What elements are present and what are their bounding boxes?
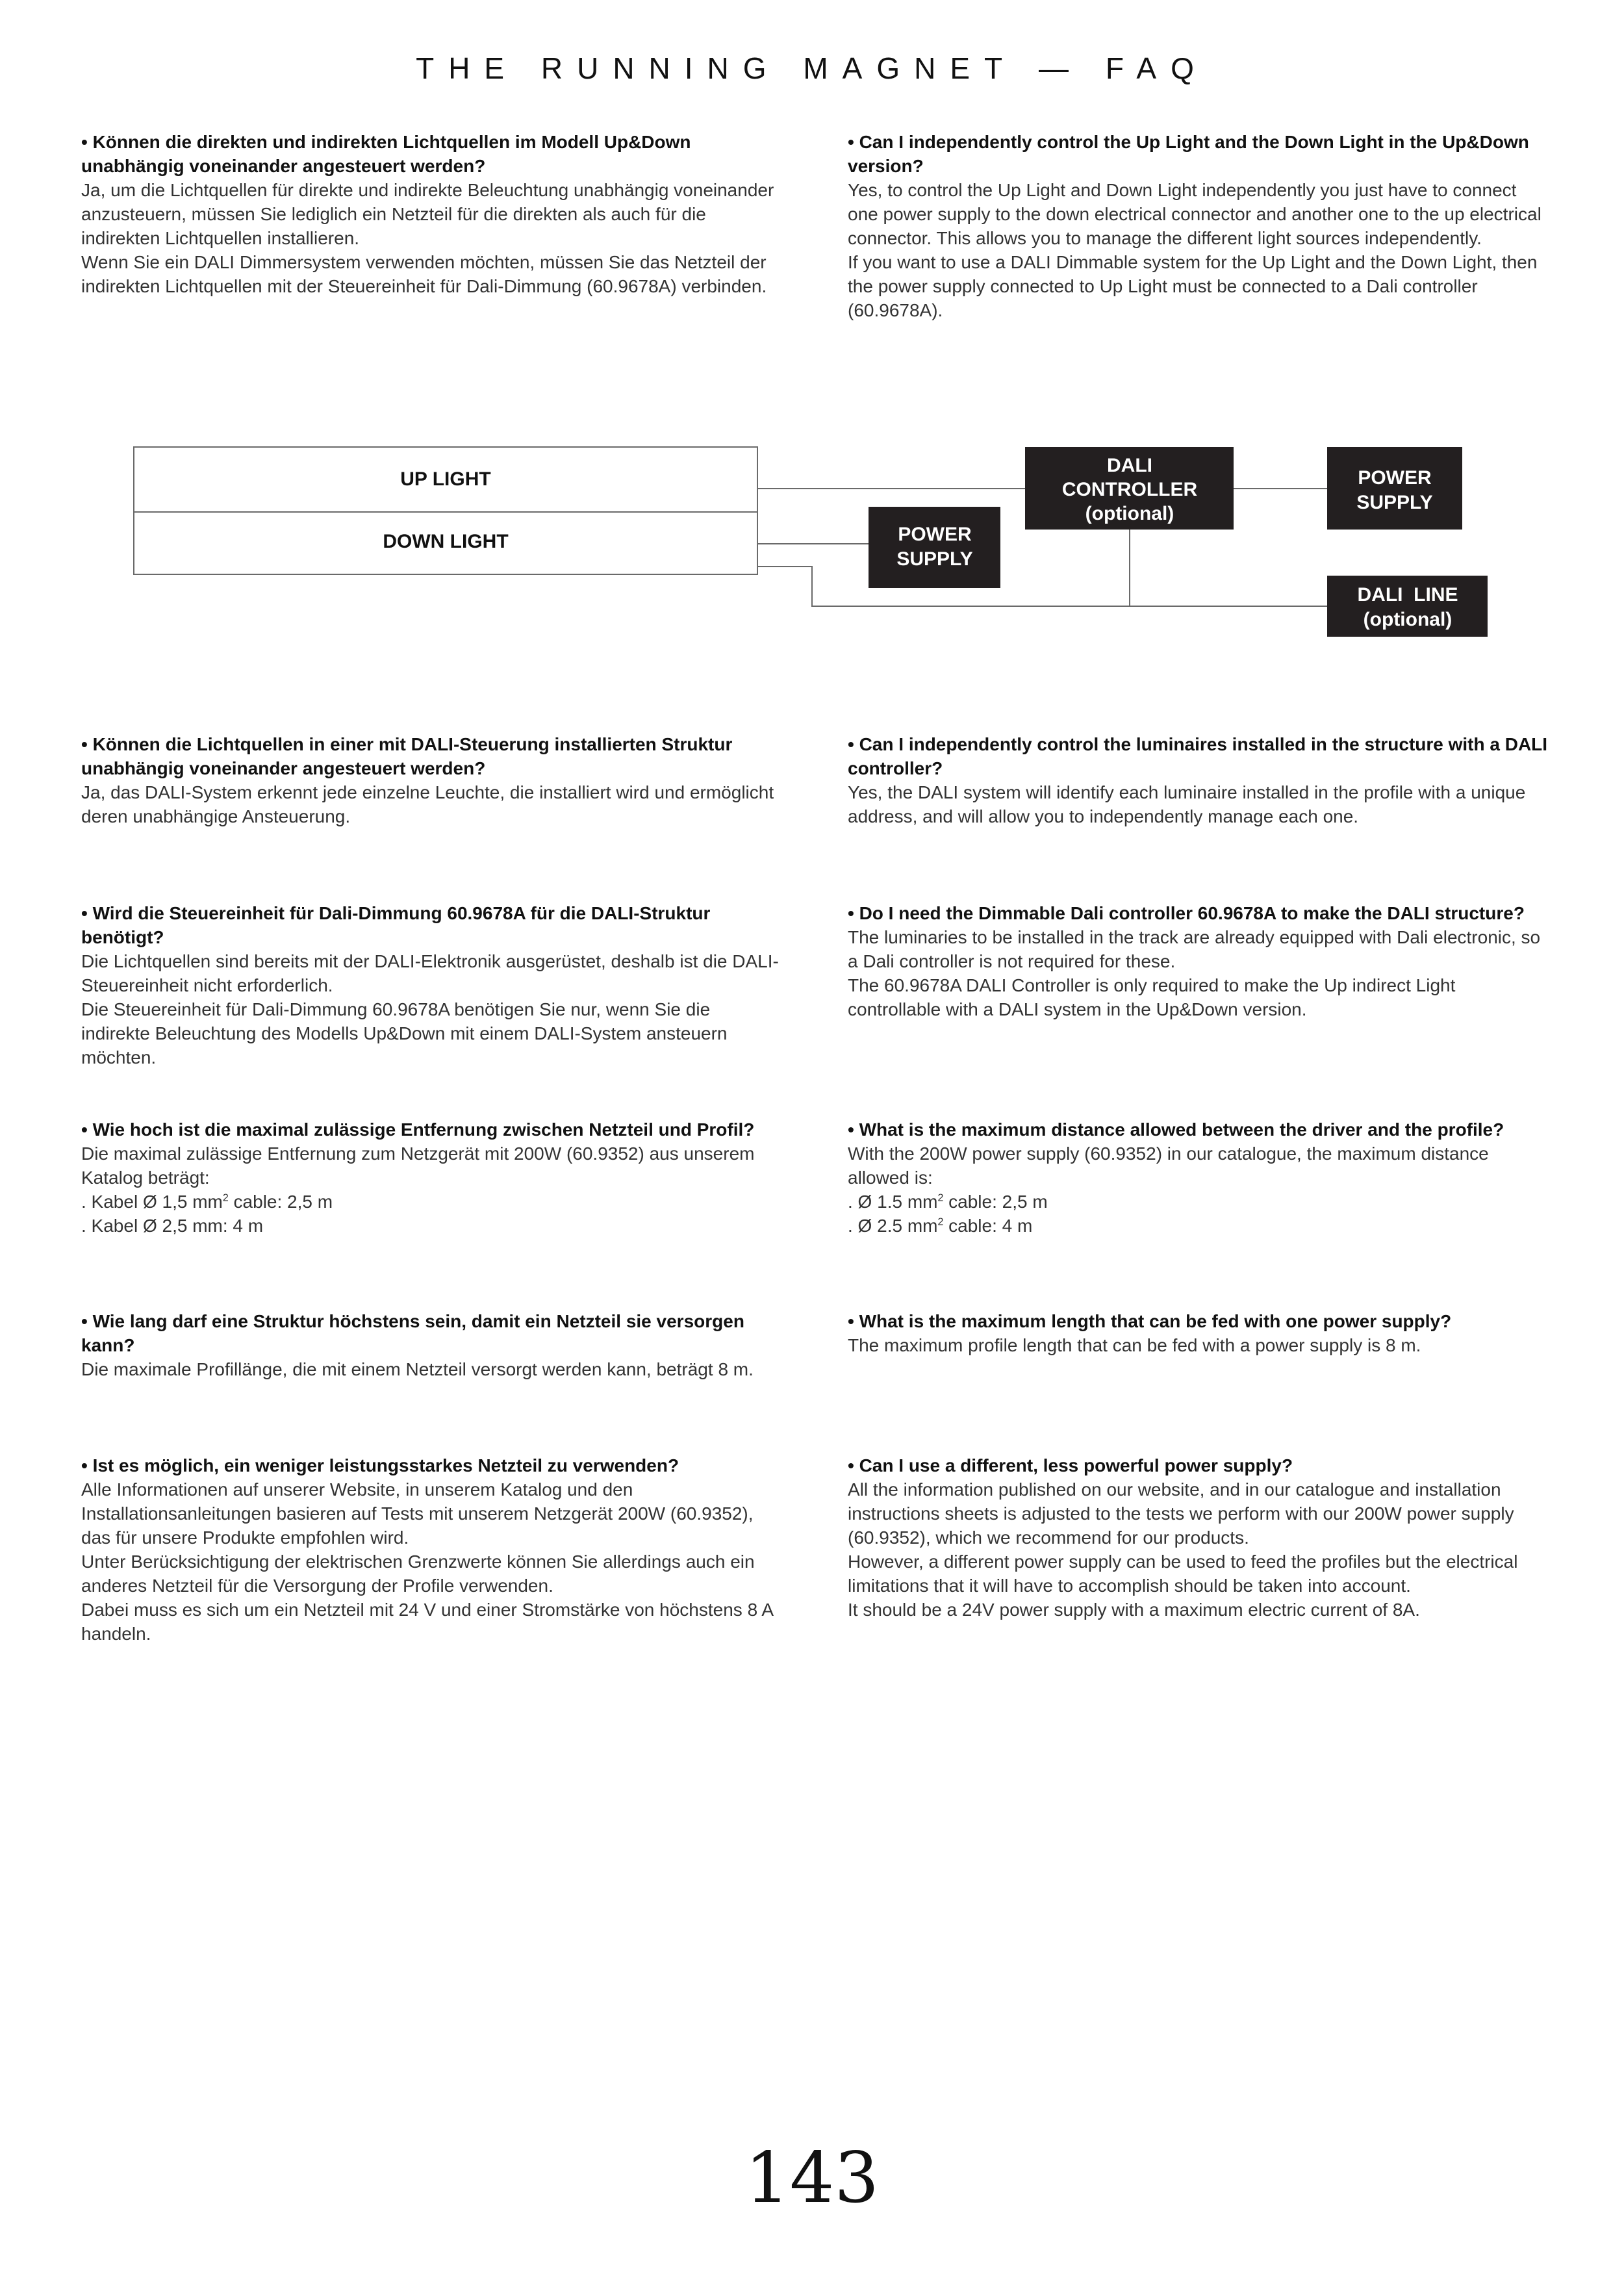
line-to-dali-line (758, 567, 1327, 606)
dali-line-label: (optional) (1363, 609, 1453, 630)
answer-paragraph: All the information published on our website, and in our catalogue and installation instructions sheets is adjusted to the tests we perform with our 200W power supply (60.9352), which we recommend for our products. (848, 1479, 1514, 1548)
wiring-diagram (0, 442, 1624, 650)
answer-paragraph: With the 200W power supply (60.9352) in our catalogue, the maximum distance allowed is: (848, 1143, 1489, 1188)
answer (81, 178, 783, 298)
question: • Wie hoch ist die maximal zulässige Entfernung zwischen Netzteil und Profil? (81, 1119, 755, 1140)
power-supply-label: POWER (1358, 467, 1432, 489)
answer-paragraph: Unter Berücksichtigung der elektrischen Grenzwerte können Sie allerdings auch ein anderes Netzteil für die Versorgung der Profile verwenden. (81, 1552, 755, 1596)
faq-en-6 (848, 1453, 1549, 1622)
faq-de-1 (81, 130, 783, 298)
question: • Können die direkten und indirekten Lichtquellen im Modell Up&Down unabhängig voneinander angesteuert werden? (81, 132, 691, 176)
answer (848, 178, 1549, 322)
answer-paragraph: However, a different power supply can be used to feed the profiles but the electrical limitations that it will have to accomplish should be taken into account. (848, 1552, 1518, 1596)
dali-controller-label: (optional) (1085, 503, 1174, 524)
answer (848, 925, 1549, 1021)
power-supply-label: SUPPLY (1356, 492, 1433, 513)
faq-de-2 (81, 732, 783, 828)
question: • Can I use a different, less powerful power supply? (848, 1455, 1293, 1476)
faq-en-2 (848, 732, 1549, 828)
answer-paragraph: The luminaries to be installed in the track are already equipped with Dali electronic, so a Dali controller is not required for these. (848, 927, 1541, 971)
answer-paragraph: Ja, das DALI-System erkennt jede einzelne Leuchte, die installiert wird und ermöglicht deren unabhängige Ansteuerung. (81, 782, 774, 826)
answer-paragraph: The maximum profile length that can be fed with a power supply is 8 m. (848, 1335, 1421, 1355)
power-supply-box (869, 507, 1000, 588)
answer-paragraph: . Kabel Ø 2,5 mm: 4 m (81, 1216, 264, 1236)
answer (81, 1477, 783, 1646)
answer (81, 949, 783, 1069)
page-number: 143 (744, 2138, 880, 2219)
answer (848, 780, 1549, 828)
answer-paragraph: If you want to use a DALI Dimmable system for the Up Light and the Down Light, then the power supply connected to Up Light must be connected to a Dali controller (60.9678A). (848, 252, 1538, 320)
question: • What is the maximum distance allowed between the driver and the profile? (848, 1119, 1504, 1140)
faq-en-1 (848, 130, 1549, 322)
faq-de-4 (81, 1118, 783, 1238)
question: • Can I independently control the luminaires installed in the structure with a DALI controller? (848, 734, 1548, 778)
up-light-label: UP LIGHT (400, 468, 491, 490)
answer-paragraph: . Kabel Ø 1,5 $mm^2$ cable: 2,5 m (81, 1192, 333, 1212)
answer-paragraph: Ja, um die Lichtquellen für direkte und indirekte Beleuchtung unabhängig voneinander anzusteuern, müssen Sie lediglich ein Netzteil für die direkten als auch für die indirekten Lichtquellen installieren. (81, 180, 774, 248)
answer-paragraph: Yes, the DALI system will identify each luminaire installed in the profile with a unique address, and will allow you to independently manage each one. (848, 782, 1526, 826)
answer (848, 1333, 1562, 1357)
answer (848, 1477, 1549, 1622)
question: • Wie lang darf eine Struktur höchstens sein, damit ein Netzteil sie versorgen kann? (81, 1311, 744, 1355)
question: • Can I independently control the Up Light and the Down Light in the Up&Down version? (848, 132, 1529, 176)
power-supply-label: POWER (898, 524, 972, 545)
faq-de-5 (81, 1309, 783, 1381)
answer-paragraph: Alle Informationen auf unserer Website, in unserem Katalog und den Installationsanleitungen basieren auf Tests mit unserem Netzgerät 200W (60.9352), das für unsere Produkte empfohlen wird. (81, 1479, 754, 1548)
answer-paragraph: . Ø 2.5 $mm^2$ cable: 4 m (848, 1216, 1033, 1236)
faq-en-3 (848, 901, 1549, 1021)
faq-de-6 (81, 1453, 783, 1646)
answer (81, 1357, 783, 1381)
answer-paragraph: Die Steuereinheit für Dali-Dimmung 60.9678A benötigen Sie nur, wenn Sie die indirekte Beleuchtung des Modells Up&Down mit einem DALI-System ansteuern möchten. (81, 999, 728, 1067)
question: • Do I need the Dimmable Dali controller 60.9678A to make the DALI structure? (848, 903, 1525, 923)
faq-en-4 (848, 1118, 1549, 1238)
question: • Können die Lichtquellen in einer mit DALI-Steuerung installierten Struktur unabhängig voneinander angesteuert werden? (81, 734, 733, 778)
answer-paragraph: Die Lichtquellen sind bereits mit der DALI-Elektronik ausgerüstet, deshalb ist die DALI-Steuereinheit nicht erforderlich. (81, 951, 779, 995)
answer (81, 780, 783, 828)
answer-paragraph: . Ø 1.5 $mm^2$ cable: 2,5 m (848, 1192, 1048, 1212)
answer-paragraph: Yes, to control the Up Light and Down Light independently you just have to connect one power supply to the down electrical connector and another one to the up electrical connector. This allows you to manage the different light sources independently. (848, 180, 1542, 248)
dali-controller-label: CONTROLLER (1061, 479, 1198, 500)
power-supply-label: SUPPLY (896, 548, 973, 570)
answer (81, 1142, 783, 1238)
answer (848, 1142, 1549, 1238)
dali-line-label: DALI LINE (1357, 584, 1458, 606)
faq-de-3 (81, 901, 783, 1069)
down-light-label: DOWN LIGHT (383, 531, 509, 552)
question: • What is the maximum length that can be fed with one power supply? (848, 1311, 1452, 1331)
answer-paragraph: Dabei muss es sich um ein Netzteil mit 24 V und einer Stromstärke von höchstens 8 A handeln. (81, 1600, 773, 1644)
answer-paragraph: Wenn Sie ein DALI Dimmersystem verwenden möchten, müssen Sie das Netzteil der indirekten Lichtquellen mit der Steuereinheit für Dali-Dimmung (60.9678A) verbinden. (81, 252, 767, 296)
dali-controller-label: DALI (1107, 455, 1152, 476)
question: • Ist es möglich, ein weniger leistungsstarkes Netzteil zu verwenden? (81, 1455, 679, 1476)
page-title: THE RUNNING MAGNET — FAQ (416, 51, 1208, 85)
question: • Wird die Steuereinheit für Dali-Dimmung 60.9678A für die DALI-Struktur benötigt? (81, 903, 711, 947)
answer-paragraph: The 60.9678A DALI Controller is only required to make the Up indirect Light controllable with a DALI system in the Up&Down version. (848, 975, 1456, 1019)
answer-paragraph: Die maximal zulässige Entfernung zum Netzgerät mit 200W (60.9352) aus unserem Katalog beträgt: (81, 1143, 755, 1188)
answer-paragraph: It should be a 24V power supply with a maximum electric current of 8A. (848, 1600, 1420, 1620)
answer-paragraph: Die maximale Profillänge, die mit einem Netzteil versorgt werden kann, beträgt 8 m. (81, 1359, 754, 1379)
faq-en-5 (848, 1309, 1562, 1357)
